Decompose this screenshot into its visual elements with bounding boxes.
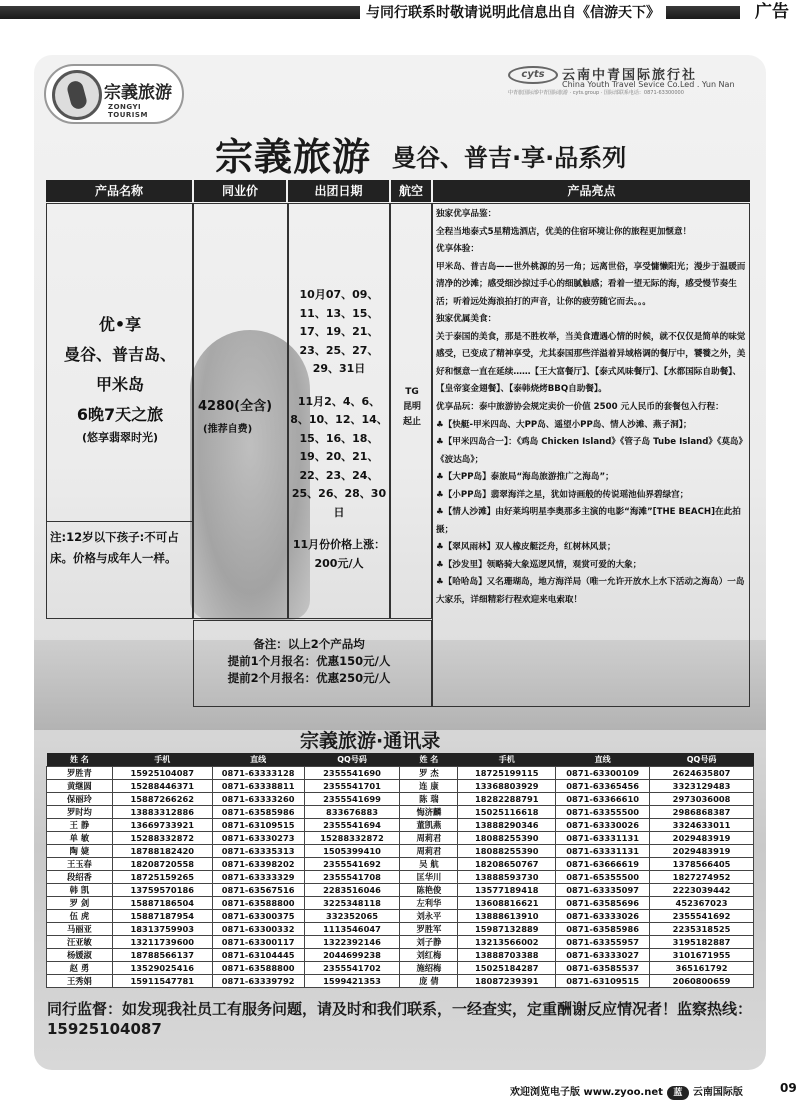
directory-cell: 18088255390: [458, 844, 556, 857]
directory-header-cell: 姓 名: [400, 753, 458, 766]
directory-cell: 0871-63333329: [212, 870, 304, 883]
directory-cell: 单 敏: [47, 831, 113, 844]
highlight-item: 独家优享品鉴：: [436, 209, 497, 219]
directory-cell: 18208720558: [112, 857, 212, 870]
highlight-item: ♣【翠风雨林】双人橡皮艇泛舟，红树林风景；: [436, 542, 616, 553]
directory-cell: 13211739600: [112, 935, 212, 948]
directory-cell: 15025184287: [458, 961, 556, 974]
directory-cell: 2044699238: [304, 948, 400, 961]
directory-cell: 保丽玲: [47, 792, 113, 805]
directory-cell: 2355541699: [304, 792, 400, 805]
directory-cell: 2355541692: [650, 909, 754, 922]
partner-english: China Youth Travel Sevice Co.Led . Yun Nan: [562, 80, 735, 89]
directory-cell: 0871-63588800: [212, 961, 304, 974]
header-date: 出团日期: [288, 180, 389, 202]
directory-cell: 365161792: [650, 961, 754, 974]
highlight-item: ♣【沙发里】领略骑大象巡逻风情，观赏可爱的大象；: [436, 559, 642, 570]
directory-cell: 15925104087: [112, 766, 212, 779]
directory-cell: 1827274952: [650, 870, 754, 883]
directory-cell: 2355541690: [304, 766, 400, 779]
directory-cell: 0871-63333027: [556, 948, 650, 961]
directory-cell: 15987132889: [458, 922, 556, 935]
directory-cell: 杨媛淑: [47, 948, 113, 961]
directory-cell: 2355541694: [304, 818, 400, 831]
footer: [510, 1083, 743, 1100]
directory-header-cell: 手机: [112, 753, 212, 766]
directory-cell: 马丽亚: [47, 922, 113, 935]
directory-cell: 2355541692: [304, 857, 400, 870]
footer-text: 欢迎浏览电子版 www.zyoo.net: [510, 1087, 663, 1098]
highlight-item: ♣【哈哈岛】又名珊瑚岛，地方海洋局（唯一允许开放水上水下活动之海岛）一岛大家乐，详细精彩行程欢迎来电索取！: [436, 577, 745, 606]
directory-cell: 0871-63300109: [556, 766, 650, 779]
directory-cell: 董凯燕: [400, 818, 458, 831]
directory-cell: 3323129483: [650, 779, 754, 792]
directory-cell: 3324633011: [650, 818, 754, 831]
highlight-item: ♣【大PP岛】泰旅局“海岛旅游推广之海岛”；: [436, 472, 614, 483]
price-note: (推荐自费): [203, 424, 253, 435]
directory-cell: 施绍梅: [400, 961, 458, 974]
directory-cell: 段绍香: [47, 870, 113, 883]
directory-cell: 罗胜军: [400, 922, 458, 935]
directory-cell: 吴 航: [400, 857, 458, 870]
page-number: 09: [780, 1081, 797, 1095]
directory-cell: 0871-63355500: [556, 805, 650, 818]
directory-row: [47, 961, 754, 974]
directory-cell: 2355541708: [304, 870, 400, 883]
directory-cell: 13888613910: [458, 909, 556, 922]
remark-line-1: 备注：以上2个产品均: [253, 637, 365, 651]
directory-header-cell: 姓 名: [47, 753, 113, 766]
highlight-item: ♣【甲米四岛合一】：《鸡岛 Chicken Island》《管子岛 Tube Island》《莫岛》《波达岛》；: [436, 437, 748, 465]
directory-cell: 2060800659: [650, 974, 754, 987]
highlight-item: 独家优属美食：: [436, 314, 497, 325]
directory-body: [47, 766, 754, 987]
brand-title: 宗義旅游: [215, 135, 372, 179]
remark-block: [194, 636, 424, 687]
directory-cell: 18208650767: [458, 857, 556, 870]
directory-cell: 悔济麟: [400, 805, 458, 818]
directory-cell: 汪亚敏: [47, 935, 113, 948]
directory-cell: 2973036008: [650, 792, 754, 805]
directory-header-cell: QQ号码: [650, 753, 754, 766]
directory-row: [47, 831, 754, 844]
directory-cell: 左利华: [400, 896, 458, 909]
directory-cell: 连 康: [400, 779, 458, 792]
directory-cell: 15025116618: [458, 805, 556, 818]
directory-cell: 0871-63330026: [556, 818, 650, 831]
directory-cell: 13529025416: [112, 961, 212, 974]
directory-cell: 0871-63585986: [212, 805, 304, 818]
ad-label: 广告: [755, 2, 789, 22]
directory-cell: 3195182887: [650, 935, 754, 948]
directory-cell: 2029483919: [650, 831, 754, 844]
directory-header-row: [47, 753, 754, 766]
directory-cell: 1505399410: [304, 844, 400, 857]
footprint-icon: [52, 70, 102, 120]
product-name: [48, 310, 192, 446]
directory-cell: 0871-63300117: [212, 935, 304, 948]
directory-cell: 2624635807: [650, 766, 754, 779]
directory-cell: 1322392146: [304, 935, 400, 948]
directory-cell: 18725199115: [458, 766, 556, 779]
directory-cell: 0871-63109515: [556, 974, 650, 987]
directory-cell: 18725159265: [112, 870, 212, 883]
directory-cell: 18788182420: [112, 844, 212, 857]
directory-cell: 王 静: [47, 818, 113, 831]
directory-cell: 3101671955: [650, 948, 754, 961]
highlight-item: 关于泰国的美食，那是不胜枚举，当美食遭遇心情的时候，就不仅仅是简单的味觉感受，已变成了精神享受，尤其泰国那些洋溢着异域格调的餐厅中，饕餮之外，美好和惬意一直在延续……【王大富餐厅】、【泰式风味餐厅】、【水都国际自助餐】、【皇帝宴金翅餐】、【泰韩烧烤BBQ自助餐】。: [436, 331, 746, 395]
directory-cell: 13888703388: [458, 948, 556, 961]
directory-cell: 罗 杰: [400, 766, 458, 779]
directory-row: [47, 896, 754, 909]
directory-cell: 刘永平: [400, 909, 458, 922]
directory-cell: 452367023: [650, 896, 754, 909]
directory-cell: 18088255390: [458, 831, 556, 844]
highlight-item: 优享品玩：泰中旅游协会规定卖价一价值 2500 元人民币的套餐包入行程：: [436, 402, 724, 413]
cyts-logo-icon: cyts: [508, 66, 558, 84]
directory-cell: 0871-63333260: [212, 792, 304, 805]
directory-cell: 13608816621: [458, 896, 556, 909]
directory-cell: 周莉君: [400, 844, 458, 857]
departure-dates: [290, 286, 388, 573]
directory-cell: 赵 勇: [47, 961, 113, 974]
directory-cell: 18282288791: [458, 792, 556, 805]
child-note: 注:12岁以下孩子:不可占床。价格与成年人一样。: [50, 530, 179, 565]
directory-cell: 罗时均: [47, 805, 113, 818]
footer-badge: 蓝: [667, 1086, 689, 1100]
directory-cell: 13759570186: [112, 883, 212, 896]
directory-cell: 0871-63666619: [556, 857, 650, 870]
product-line-1: 优•享: [98, 315, 142, 334]
directory-cell: 0871-63300375: [212, 909, 304, 922]
directory-cell: 刘子静: [400, 935, 458, 948]
directory-cell: 0871-63585696: [556, 896, 650, 909]
directory-cell: 黄继圆: [47, 779, 113, 792]
directory-cell: 15887187954: [112, 909, 212, 922]
directory-cell: 0871-65355500: [556, 870, 650, 883]
staff-directory-table: [46, 753, 754, 988]
directory-cell: 1378566405: [650, 857, 754, 870]
directory-cell: 13888593730: [458, 870, 556, 883]
directory-cell: 0871-63588800: [212, 896, 304, 909]
partner-small-text: 中青旅国际部中青国际旅游 · cyts.group · 国际部联系电话：0871-63300000: [508, 90, 684, 96]
directory-cell: 3225348118: [304, 896, 400, 909]
directory-row: [47, 844, 754, 857]
dates-surcharge: 11月份价格上涨：200元/人: [292, 538, 386, 570]
directory-cell: 0871-63333128: [212, 766, 304, 779]
directory-row: [47, 948, 754, 961]
directory-cell: 13888290346: [458, 818, 556, 831]
directory-cell: 15911547781: [112, 974, 212, 987]
highlights-text: [436, 206, 748, 610]
directory-row: [47, 805, 754, 818]
directory-cell: 匡华川: [400, 870, 458, 883]
directory-cell: 2355541702: [304, 961, 400, 974]
product-line-2: 曼谷、普吉岛、: [63, 345, 176, 364]
directory-cell: 0871-63366610: [556, 792, 650, 805]
directory-row: [47, 792, 754, 805]
directory-row: [47, 909, 754, 922]
directory-row: [47, 935, 754, 948]
directory-cell: 罗胜青: [47, 766, 113, 779]
directory-cell: 1599421353: [304, 974, 400, 987]
directory-row: [47, 883, 754, 896]
directory-cell: 王玉春: [47, 857, 113, 870]
directory-cell: 1113546047: [304, 922, 400, 935]
highlight-item: ♣【小PP岛】翡翠海洋之星，犹如诗画般的传说瑶池仙界碧绿宫；: [436, 489, 689, 500]
directory-cell: 15288332872: [304, 831, 400, 844]
directory-cell: 0871-63335313: [212, 844, 304, 857]
directory-row: [47, 818, 754, 831]
header-product: 产品名称: [46, 180, 192, 202]
directory-cell: 0871-63109515: [212, 818, 304, 831]
series-title: 曼谷、普吉·享·品系列: [392, 144, 627, 172]
directory-cell: 庞 倩: [400, 974, 458, 987]
logo-english: ZONGYI TOURISM: [108, 103, 148, 119]
directory-cell: 0871-63300332: [212, 922, 304, 935]
directory-cell: 2283516046: [304, 883, 400, 896]
directory-cell: 0871-63585986: [556, 922, 650, 935]
directory-cell: 18313759903: [112, 922, 212, 935]
airline-info: [393, 385, 431, 430]
dates-october: 10月07、09、11、13、15、17、19、21、23、25、27、29、31日: [299, 288, 379, 375]
directory-header-cell: 直线: [212, 753, 304, 766]
directory-cell: 13368803929: [458, 779, 556, 792]
dates-november: 11月2、4、6、8、10、12、14、15、16、18、19、20、21、22、23、24、25、26、28、30日: [290, 394, 388, 519]
directory-row: [47, 857, 754, 870]
directory-cell: 陈艳俊: [400, 883, 458, 896]
directory-cell: 罗 剑: [47, 896, 113, 909]
directory-row: [47, 766, 754, 779]
directory-cell: 2355541701: [304, 779, 400, 792]
directory-header-cell: QQ号码: [304, 753, 400, 766]
directory-cell: 刘红梅: [400, 948, 458, 961]
header-air: 航空: [391, 180, 431, 202]
airline-code: TG: [405, 387, 419, 397]
directory-title: 宗義旅游·通讯录: [300, 730, 441, 752]
directory-cell: 陶 婕: [47, 844, 113, 857]
footer-edition: 云南国际版: [692, 1087, 743, 1098]
directory-cell: 0871-63335097: [556, 883, 650, 896]
directory-row: [47, 974, 754, 987]
directory-cell: 0871-63339792: [212, 974, 304, 987]
directory-cell: 伍 虎: [47, 909, 113, 922]
directory-cell: 13577189418: [458, 883, 556, 896]
directory-row: [47, 779, 754, 792]
airline-city: 昆明: [402, 402, 421, 412]
directory-header-cell: 手机: [458, 753, 556, 766]
directory-cell: 15887266262: [112, 792, 212, 805]
directory-cell: 0871-63398202: [212, 857, 304, 870]
top-notice-text: 与同行联系时敬请说明此信息出自《信游天下》: [360, 2, 666, 22]
directory-cell: 833676883: [304, 805, 400, 818]
directory-cell: 王秀娟: [47, 974, 113, 987]
directory-cell: 2235318525: [650, 922, 754, 935]
directory-cell: 0871-63331131: [556, 831, 650, 844]
highlight-item: 优享体验：: [436, 244, 479, 255]
directory-cell: 周莉君: [400, 831, 458, 844]
directory-cell: 0871-63585537: [556, 961, 650, 974]
supervision-notice: 同行监督：如发现我社员工有服务问题，请及时和我们联系，一经查实，定重酬谢反应情况者！监察热线：15925104087: [47, 1000, 753, 1038]
directory-cell: 0871-63104445: [212, 948, 304, 961]
directory-cell: 15288332872: [112, 831, 212, 844]
directory-cell: 18087239391: [458, 974, 556, 987]
directory-cell: 0871-63331131: [556, 844, 650, 857]
product-line-4: 6晚7天之旅: [76, 405, 164, 424]
directory-cell: 2986868387: [650, 805, 754, 818]
product-line-3: 甲米岛: [95, 375, 144, 394]
product-slogan: (悠享翡翠时光): [81, 431, 159, 444]
directory-cell: 0871-63338811: [212, 779, 304, 792]
directory-cell: 15887186504: [112, 896, 212, 909]
directory-row: [47, 870, 754, 883]
directory-cell: 陈 瑞: [400, 792, 458, 805]
remark-line-3: 提前2个月报名：优惠250元/人: [227, 671, 391, 685]
directory-cell: 18788566137: [112, 948, 212, 961]
highlight-item: ♣【情人沙滩】由好莱坞明星李奥那多主演的电影“海滩”[THE BEACH]在此拍摄；: [436, 507, 741, 535]
zongyi-logo: [44, 64, 184, 124]
directory-cell: 0871-63365456: [556, 779, 650, 792]
directory-cell: 15288446371: [112, 779, 212, 792]
directory-cell: 0871-63567516: [212, 883, 304, 896]
directory-cell: 0871-63355957: [556, 935, 650, 948]
price-value: 4280(全含): [198, 399, 273, 414]
directory-cell: 13883312886: [112, 805, 212, 818]
header-price: 同业价: [194, 180, 286, 202]
directory-header-cell: 直线: [556, 753, 650, 766]
directory-cell: 2223039442: [650, 883, 754, 896]
partner-name: 云南中青国际旅行社: [562, 68, 698, 83]
logo-name: 宗義旅游: [104, 83, 172, 103]
highlight-item: ♣【快艇-甲米四岛、大PP岛、遥望小PP岛、情人沙滩、燕子洞】；: [436, 419, 692, 430]
directory-cell: 13213566002: [458, 935, 556, 948]
directory-cell: 韩 凯: [47, 883, 113, 896]
directory-cell: 0871-63333026: [556, 909, 650, 922]
top-notice-bar: [0, 0, 800, 24]
directory-cell: 13669733921: [112, 818, 212, 831]
directory-cell: 332352065: [304, 909, 400, 922]
directory-row: [47, 922, 754, 935]
header-highlights: 产品亮点: [433, 180, 750, 202]
highlight-item: 甲米岛、普吉岛——世外桃源的另一角；远离世俗，享受慵懒阳光；漫步于温暖而清净的沙滩；感受细沙掠过手心的细腻触感；看着一望无际的海，感受慢节奏生活；听着远处海浪拍打的声音，让你的疲劳随它而去。。。: [436, 261, 746, 307]
highlight-item: 全程当地泰式5星精选酒店，优美的住宿环境让你的旅程更加惬意！: [436, 226, 692, 237]
directory-cell: 2029483919: [650, 844, 754, 857]
remark-line-2: 提前1个月报名：优惠150元/人: [227, 654, 391, 668]
directory-cell: 0871-63330273: [212, 831, 304, 844]
airline-route: 起止: [402, 417, 421, 427]
